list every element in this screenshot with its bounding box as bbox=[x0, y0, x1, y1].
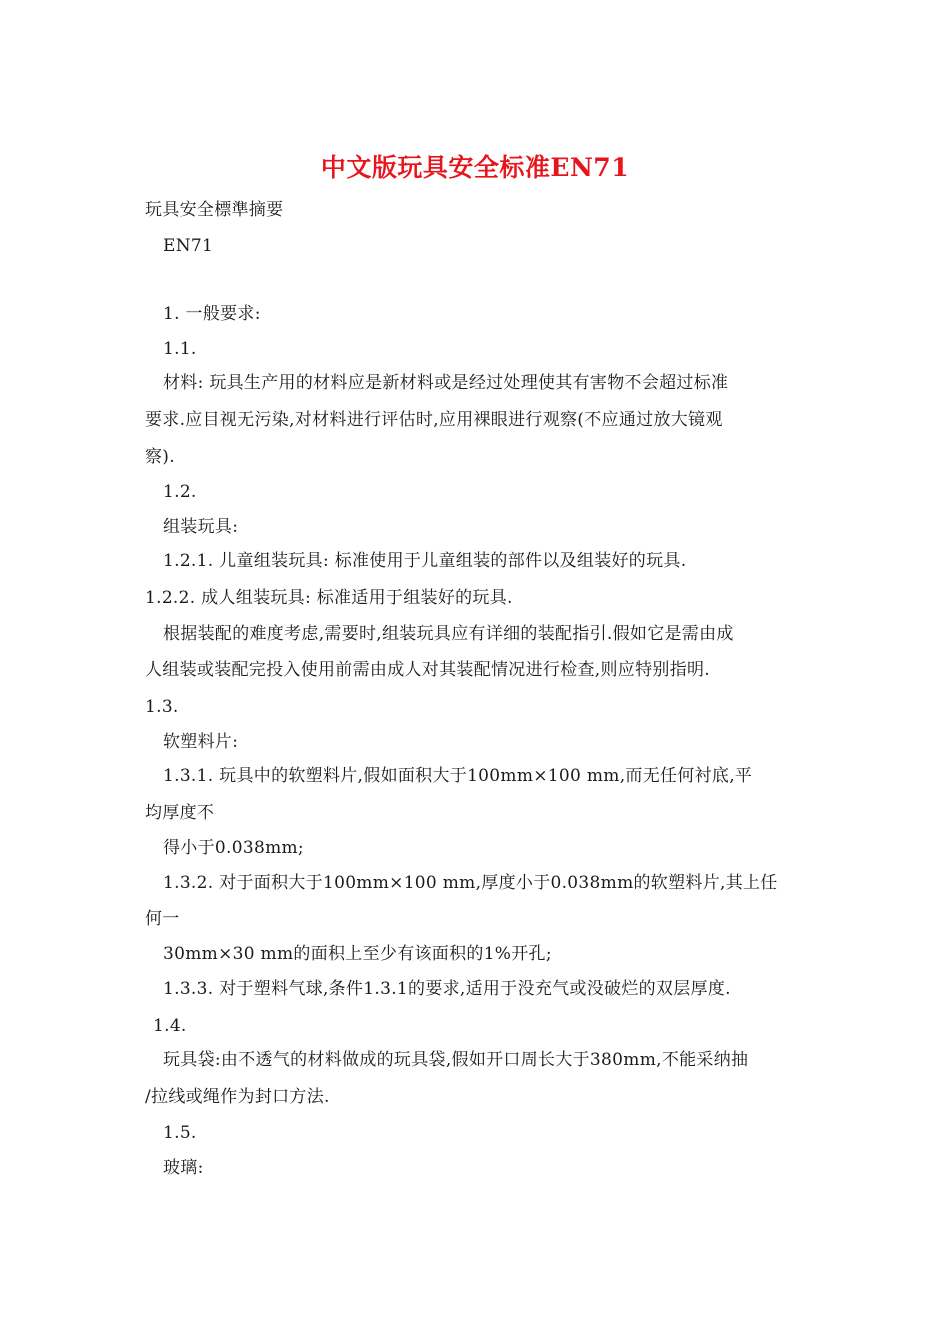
text-line: 要求.应目视无污染,对材料进行评估时,应用裸眼进行观察(不应通过放大镜观 bbox=[145, 410, 723, 430]
section-number: 1.4. bbox=[153, 1016, 187, 1036]
section-heading: 玻璃: bbox=[163, 1158, 204, 1178]
document-title: 中文版玩具安全标准EN71 bbox=[320, 153, 630, 182]
section-heading: 软塑料片: bbox=[163, 732, 239, 752]
text-line: 均厚度不 bbox=[145, 803, 215, 823]
text-line: 根据装配的难度考虑,需要时,组装玩具应有详细的装配指引.假如它是需由成 bbox=[163, 624, 734, 644]
text-line: 察). bbox=[145, 447, 175, 467]
text-line: 1.3.1. 玩具中的软塑料片,假如面积大于100mm×100 mm,而无任何衬底,平 bbox=[163, 766, 753, 786]
text-line: 人组装或装配完投入使用前需由成人对其装配情况进行检查,则应特别指明. bbox=[145, 660, 711, 680]
text-line: 1.3.2. 对于面积大于100mm×100 mm,厚度小于0.038mm的软塑料片,其上任 bbox=[163, 873, 778, 893]
text-line: 1.3.3. 对于塑料气球,条件1.3.1的要求,适用于没充气或没破烂的双层厚度. bbox=[163, 979, 731, 999]
section-number: 1.1. bbox=[163, 339, 197, 359]
section-number: 1.2. bbox=[163, 482, 197, 502]
text-line: 玩具安全標準摘要 bbox=[145, 200, 284, 220]
text-line: /拉线或绳作为封口方法. bbox=[145, 1087, 330, 1107]
text-line: 30mm×30 mm的面积上至少有该面积的1%开孔; bbox=[163, 944, 552, 964]
text-line: 1.2.1. 儿童组装玩具: 标准使用于儿童组装的部件以及组装好的玩具. bbox=[163, 551, 687, 571]
text-line: EN71 bbox=[163, 236, 214, 256]
text-line: 玩具袋:由不透气的材料做成的玩具袋,假如开口周长大于380mm,不能采纳抽 bbox=[163, 1050, 749, 1070]
section-heading: 组装玩具: bbox=[163, 517, 239, 537]
text-line: 1.2.2. 成人组装玩具: 标准适用于组装好的玩具. bbox=[145, 588, 513, 608]
text-line: 得小于0.038mm; bbox=[163, 838, 304, 858]
section-number: 1.5. bbox=[163, 1123, 197, 1143]
section-heading: 1. 一般要求: bbox=[163, 304, 261, 324]
text-line: 何一 bbox=[145, 909, 180, 929]
text-line: 材料: 玩具生产用的材料应是新材料或是经过处理使其有害物不会超过标准 bbox=[163, 373, 729, 393]
section-number: 1.3. bbox=[145, 697, 179, 717]
